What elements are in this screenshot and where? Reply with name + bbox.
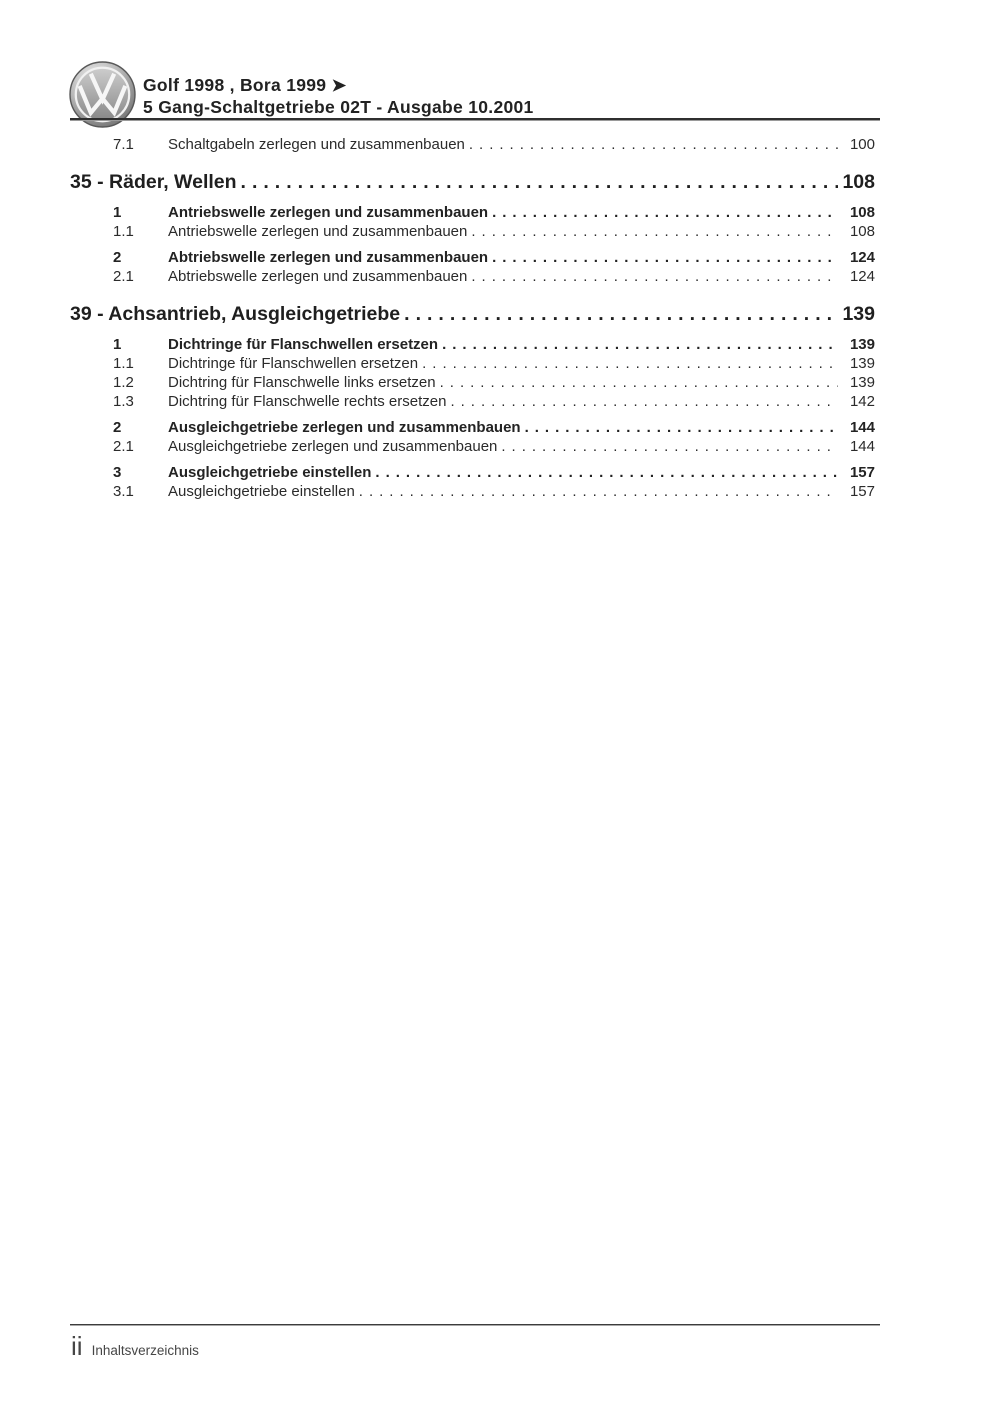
toc-page-number: 108 [849, 204, 875, 221]
toc-entry-row [70, 222, 875, 241]
dot-leader [501, 437, 838, 456]
toc-entry-title: Dichtringe für Flanschwellen ersetzen [168, 336, 439, 353]
toc-entry-title: Ausgleichgetriebe zerlegen und zusammenbauen [168, 419, 521, 436]
page-footer [71, 1331, 199, 1361]
toc-entry-number: 2.1 [113, 268, 134, 285]
toc-page-number: 142 [849, 393, 875, 410]
toc-entry-row [70, 482, 875, 501]
footer-label: Inhaltsverzeichnis [91, 1343, 199, 1358]
toc-page-number: 108 [849, 223, 875, 240]
toc-entry-row [70, 463, 875, 482]
toc-page-number: 124 [849, 268, 875, 285]
dot-leader [241, 170, 838, 194]
toc-entry-row [70, 373, 875, 392]
toc-entry-row [70, 248, 875, 267]
toc-entry-row [70, 203, 875, 222]
toc-entry-number: 7.1 [113, 136, 134, 153]
toc-entry-row [70, 418, 875, 437]
dot-leader [422, 354, 838, 373]
toc-page-number: 124 [849, 249, 875, 266]
toc-entry-number: 1.2 [113, 374, 134, 391]
toc-entry-title: Dichtring für Flanschwelle links ersetzen [168, 374, 436, 391]
toc-entry-number: 2.1 [113, 438, 134, 455]
dot-leader [471, 222, 838, 241]
toc-entry-number: 3 [113, 464, 122, 481]
toc-entry-title: Schaltgabeln zerlegen und zusammenbauen [168, 136, 465, 153]
toc-entry-title: Abtriebswelle zerlegen und zusammenbauen [168, 249, 489, 266]
toc-entry-title: Ausgleichgetriebe einstellen [168, 483, 355, 500]
dot-leader [359, 482, 838, 501]
toc-section-row [70, 302, 875, 326]
header-model-line: Golf 1998 , Bora 1999 ➤ [143, 75, 347, 95]
header-edition-line: 5 Gang-Schaltgetriebe 02T - Ausgabe 10.2001 [143, 97, 534, 117]
toc-section-title: 35 - Räder, Wellen [70, 171, 237, 193]
toc-entry-number: 1.1 [113, 223, 134, 240]
toc-entry-number: 1 [113, 336, 122, 353]
toc-entry-row [70, 437, 875, 456]
toc-entry-row [70, 135, 875, 154]
toc-page-number: 139 [849, 336, 875, 353]
toc-entry-number: 1.3 [113, 393, 134, 410]
toc-entry-title: Ausgleichgetriebe zerlegen und zusammenbauen [168, 438, 498, 455]
toc-entry-number: 1 [113, 204, 122, 221]
dot-leader [492, 248, 838, 267]
toc-page-number: 157 [849, 483, 875, 500]
toc-page-number: 139 [849, 355, 875, 372]
header-rule [70, 118, 880, 121]
toc-entry-number: 3.1 [113, 483, 134, 500]
toc-page-number: 144 [849, 419, 875, 436]
dot-leader [469, 135, 838, 154]
toc-entry-number: 2 [113, 419, 122, 436]
toc-entry-row [70, 354, 875, 373]
toc-entry-row [70, 392, 875, 411]
toc-entry-title: Ausgleichgetriebe einstellen [168, 464, 372, 481]
footer-page-number: ii [71, 1331, 83, 1361]
document-header [143, 74, 534, 118]
toc-page-number: 139 [849, 374, 875, 391]
toc-page-number: 100 [849, 136, 875, 153]
dot-leader [442, 335, 838, 354]
table-of-contents [70, 135, 875, 501]
dot-leader [404, 302, 838, 326]
dot-leader [471, 267, 838, 286]
footer-rule [70, 1324, 880, 1326]
dot-leader [450, 392, 838, 411]
toc-page-number: 144 [849, 438, 875, 455]
toc-entry-title: Antriebswelle zerlegen und zusammenbauen [168, 223, 468, 240]
toc-entry-number: 2 [113, 249, 122, 266]
toc-entry-number: 1.1 [113, 355, 134, 372]
toc-section-row [70, 170, 875, 194]
toc-entry-title: Antriebswelle zerlegen und zusammenbauen [168, 204, 489, 221]
toc-page-number: 108 [842, 171, 875, 193]
dot-leader [440, 373, 838, 392]
toc-page-number: 157 [849, 464, 875, 481]
toc-entry-title: Dichtringe für Flanschwellen ersetzen [168, 355, 419, 372]
toc-entry-row [70, 267, 875, 286]
dot-leader [375, 463, 838, 482]
toc-page-number: 139 [842, 303, 875, 325]
toc-entry-row [70, 335, 875, 354]
toc-entry-title: Abtriebswelle zerlegen und zusammenbauen [168, 268, 468, 285]
dot-leader [492, 203, 838, 222]
toc-entry-title: Dichtring für Flanschwelle rechts ersetzen [168, 393, 447, 410]
dot-leader [525, 418, 838, 437]
toc-section-title: 39 - Achsantrieb, Ausgleichgetriebe [70, 303, 401, 325]
